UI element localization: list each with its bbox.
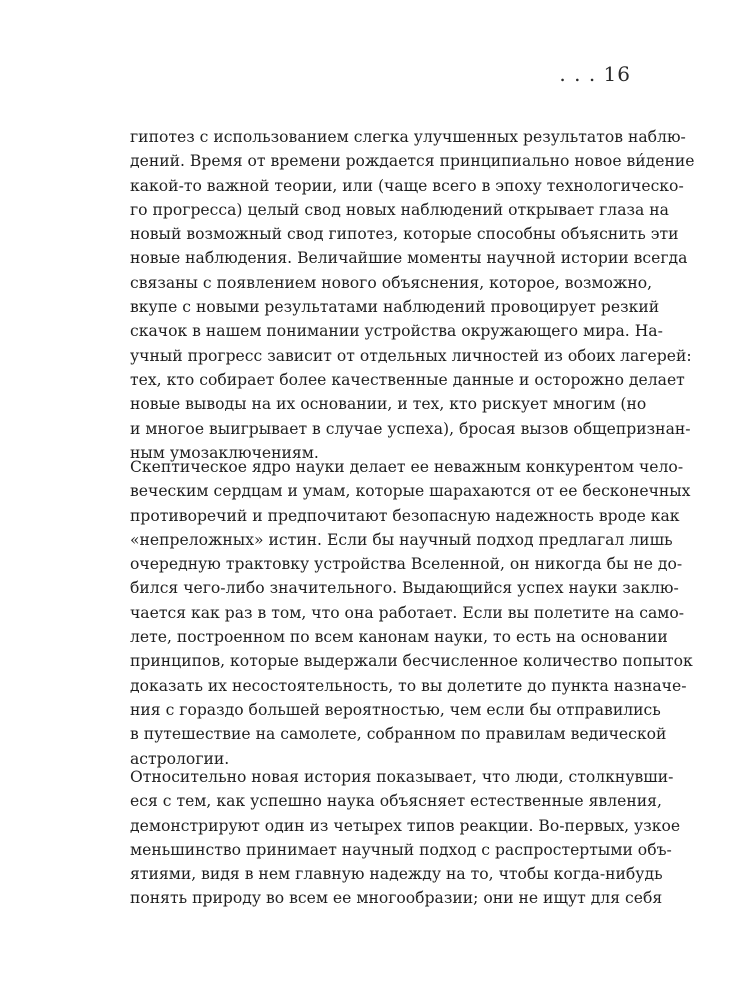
text-line: чается как раз в том, что она работает. Если вы полетите на само- [130, 603, 685, 622]
text-line: очередную трактовку устройства Вселенной, он никогда бы не до- [130, 555, 683, 574]
paragraph-1 [130, 125, 695, 465]
text-line: го прогресса) целый свод новых наблюдений открывает глаза на [130, 200, 669, 219]
text-line: учный прогресс зависит от отдельных личностей из обоих лагерей: [130, 346, 692, 365]
text-line: понять природу во всем ее многообразии; они не ищут для себя [130, 889, 663, 908]
text-line: и многое выигрывает в случае успеха), бросая вызов общепризнан- [130, 419, 691, 438]
text-line: какой-то важной теории, или (чаще всего в эпоху технологическо- [130, 176, 684, 195]
text-line: лете, построенном по всем канонам науки, то есть на основании [130, 628, 668, 647]
text-line: бился чего-либо значительного. Выдающийся успех науки заклю- [130, 579, 679, 598]
text-line: в путешествие на самолете, собранном по правилам ведической [130, 725, 667, 744]
text-line: скачок в нашем понимании устройства окружающего мира. На- [130, 322, 663, 341]
paragraph-3 [130, 765, 681, 911]
text-line: новые наблюдения. Величайшие моменты научной истории всегда [130, 249, 688, 268]
text-line: «непреложных» истин. Если бы научный подход предлагал лишь [130, 530, 673, 549]
text-line: связаны с появлением нового объяснения, которое, возможно, [130, 273, 653, 292]
text-line: Относительно новая история показывает, что люди, столкнувши- [130, 768, 674, 786]
text-line: новые выводы на их основании, и тех, кто рискует многим (но [130, 395, 647, 414]
text-line: дений. Время от времени рождается принципиально новое ви́дение [130, 152, 695, 171]
text-line: еся с тем, как успешно наука объясняет естественные явления, [130, 792, 662, 811]
text-line: принципов, которые выдержали бесчисленное количество попыток [130, 652, 693, 671]
text-line: противоречий и предпочитают безопасную надежность вроде как [130, 506, 680, 525]
text-line: демонстрируют один из четырех типов реакции. Во-первых, узкое [130, 816, 681, 835]
text-line: вкупе с новыми результатами наблюдений провоцирует резкий [130, 298, 660, 317]
text-line: новый возможный свод гипотез, которые способны объяснить эти [130, 225, 679, 244]
text-line: тех, кто собирает более качественные данные и осторожно делает [130, 370, 685, 389]
page-number: . . . 16 [559, 62, 631, 86]
text-line: астрологии. [130, 749, 230, 768]
text-line: гипотез с использованием слегка улучшенных результатов наблю- [130, 128, 686, 146]
text-line: веческим сердцам и умам, которые шарахаются от ее бесконечных [130, 482, 691, 501]
text-line: доказать их несостоятельность, то вы долетите до пункта назначе- [130, 676, 687, 695]
paragraph-2 [130, 455, 693, 771]
text-line: ным умозаключениям. [130, 443, 319, 462]
text-line: ятиями, видя в нем главную надежду на то, чтобы когда-нибудь [130, 865, 663, 884]
text-line: Скептическое ядро науки делает ее неважным конкурентом чело- [130, 458, 684, 476]
text-line: ния с гораздо большей вероятностью, чем если бы отправились [130, 700, 661, 719]
text-line: меньшинство принимает научный подход с распростертыми объ- [130, 840, 672, 859]
